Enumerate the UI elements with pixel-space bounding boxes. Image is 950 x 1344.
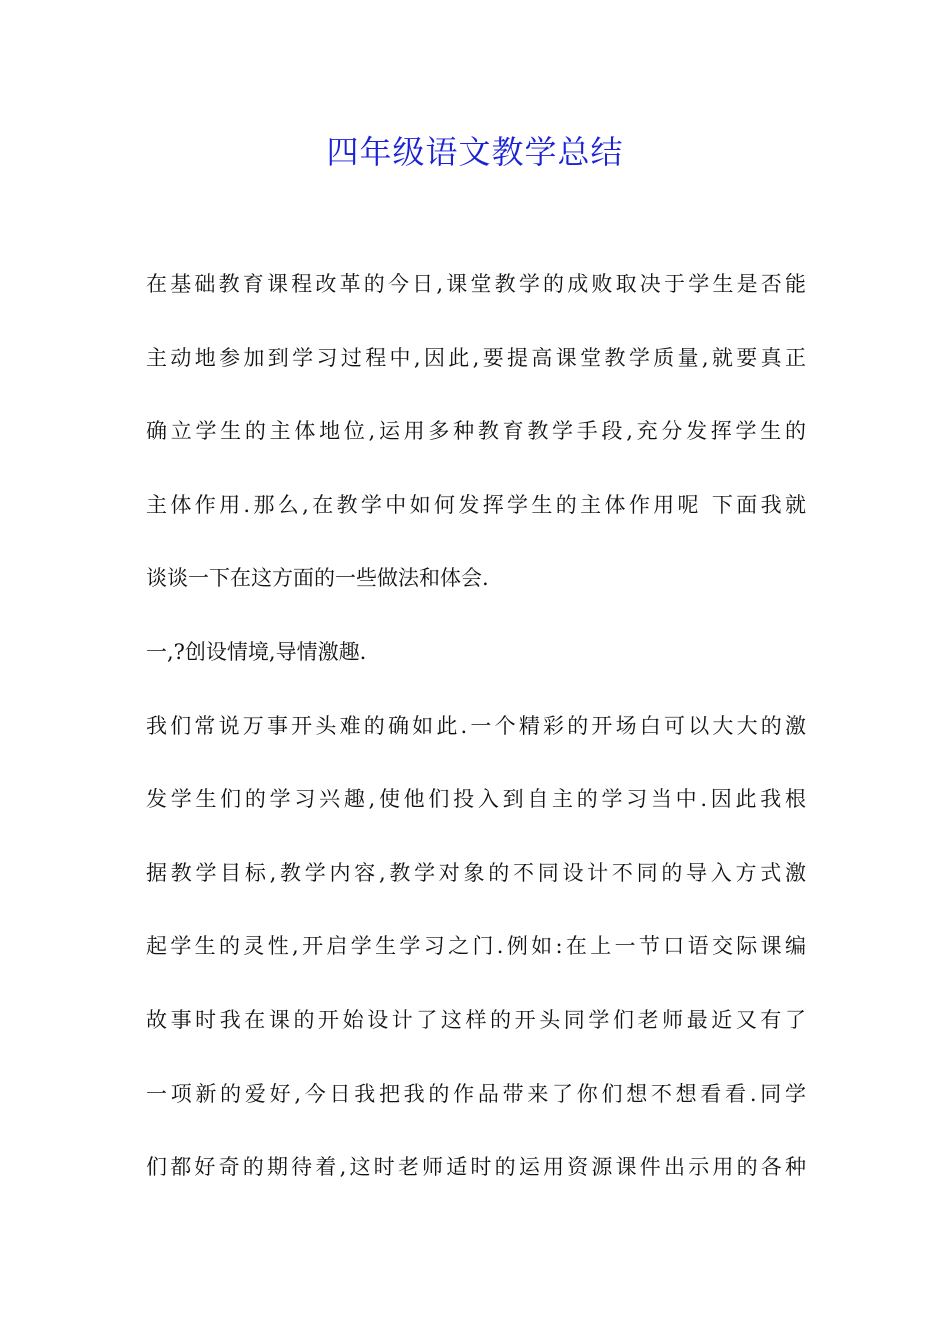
text-line: 故事时我在课的开始设计了这样的开头同学们老师最近又有了	[146, 1007, 806, 1032]
text-line: 主体作用.那么,在教学中如何发挥学生的主体作用呢 下面我就	[146, 492, 806, 517]
text-line: 在基础教育课程改革的今日,课堂教学的成败取决于学生是否能	[146, 272, 806, 296]
document-body	[146, 262, 806, 1219]
text-line: 发学生们的学习兴趣,使他们投入到自主的学习当中.因此我根	[146, 787, 806, 812]
document-title: 四年级语文教学总结	[326, 133, 624, 171]
text-line: 谈谈一下在这方面的一些做法和体会.	[146, 566, 489, 591]
text-line: 确立学生的主体地位,运用多种教育教学手段,充分发挥学生的	[146, 419, 806, 444]
text-line: 我们常说万事开头难的确如此.一个精彩的开场白可以大大的激	[146, 713, 806, 738]
text-line: 们都好奇的期待着,这时老师适时的运用资源课件出示用的各种	[146, 1155, 806, 1180]
text-line: 起学生的灵性,开启学生学习之门.例如:在上一节口语交际课编	[146, 934, 806, 959]
text-line: 据教学目标,教学内容,教学对象的不同设计不同的导入方式激	[146, 860, 806, 885]
text-line: 主动地参加到学习过程中,因此,要提高课堂教学质量,就要真正	[146, 345, 806, 370]
section-heading: 一,?创设情境,导情激趣.	[146, 639, 367, 664]
text-line: 一项新的爱好,今日我把我的作品带来了你们想不想看看.同学	[146, 1081, 806, 1106]
